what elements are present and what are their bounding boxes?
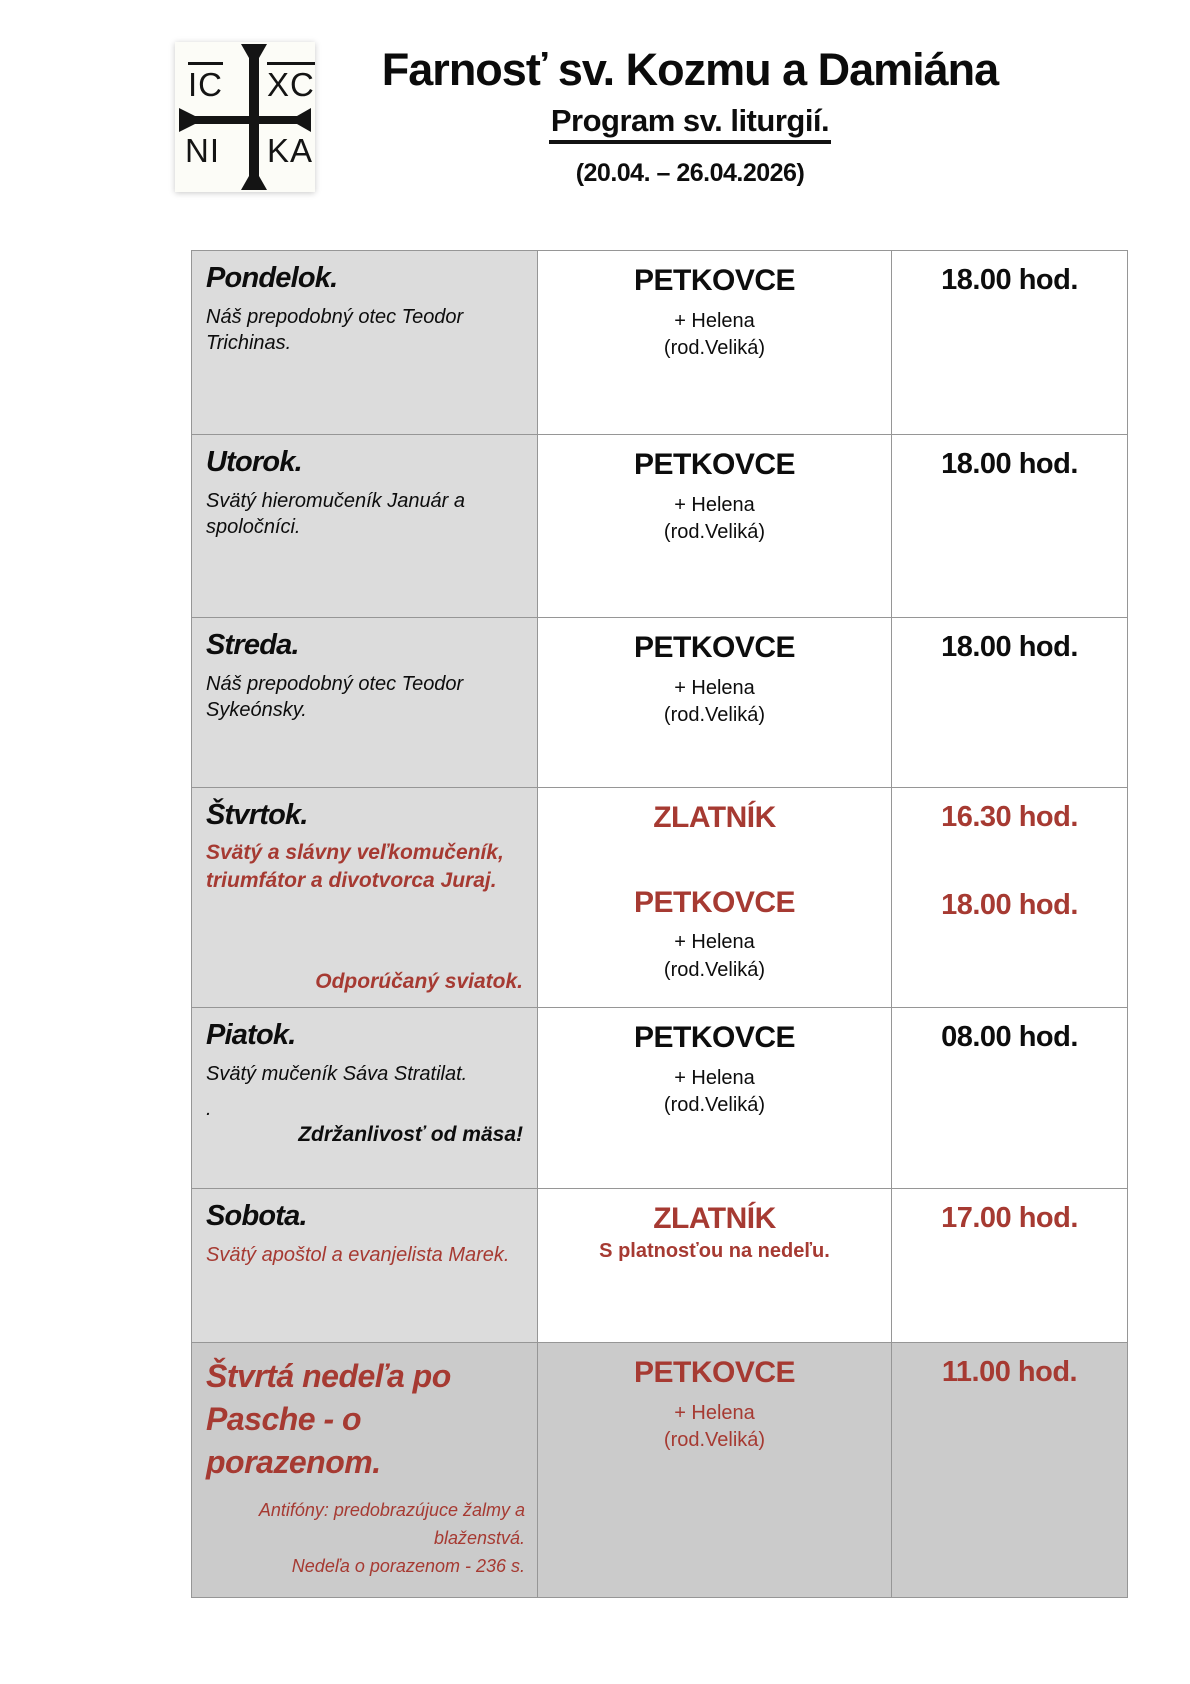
liturgy-time: 08.00 hod.: [941, 1021, 1078, 1053]
place-cell: [538, 1008, 892, 1189]
feast-description: Svätý mučeník Sáva Stratilat.: [206, 1062, 468, 1085]
table-row-sunday: [192, 1343, 1128, 1598]
antiphons-note: Antifóny: predobrazújuce žalmy a blaženstvá. Nedeľa o porazenom - 236 s.: [258, 1500, 525, 1577]
feast-description: Náš prepodobný otec Teodor Trichinas.: [206, 305, 464, 355]
church-name: PETKOVCE: [633, 448, 796, 481]
time-cell: [892, 1008, 1128, 1189]
day-label: Streda.: [206, 629, 299, 661]
time-cell: [892, 1189, 1128, 1343]
church-name: PETKOVCE: [633, 264, 796, 297]
feast-description: Náš prepodobný otec Teodor Sykeónsky.: [206, 672, 464, 722]
liturgy-time: 18.00 hod.: [941, 448, 1078, 480]
place-cell: [538, 618, 892, 788]
day-label: Štvrtok.: [206, 799, 308, 831]
liturgy-time: 16.30 hod.: [941, 801, 1078, 833]
place-cell: [538, 435, 892, 618]
program-subtitle: Program sv. liturgií.: [549, 103, 831, 144]
parish-title: Farnosť sv. Kozmu a Damiána: [381, 44, 999, 95]
liturgy-intention: + Helena (rod.Veliká): [663, 1066, 766, 1117]
feast-description: Svätý apoštol a evanjelista Marek.: [206, 1243, 510, 1266]
church-name: PETKOVCE: [633, 1021, 796, 1054]
place-cell: [538, 1189, 892, 1343]
logo-letter-ic: IC: [188, 66, 223, 104]
fasting-note: Zdržanlivosť od mäsa!: [298, 1123, 523, 1147]
time-cell: [892, 1343, 1128, 1598]
table-row-tuesday: [192, 435, 1128, 618]
day-cell: [192, 435, 538, 618]
feast-description: Svätý a slávny veľkomučeník, triumfátor a divotvorca Juraj.: [206, 840, 504, 892]
liturgy-intention: + Helena (rod.Veliká): [663, 931, 766, 981]
church-name: PETKOVCE: [633, 631, 796, 664]
place-cell: [538, 788, 892, 1008]
week-date-range: (20.04. – 26.04.2026): [575, 159, 805, 187]
day-cell: [192, 1189, 538, 1343]
liturgy-time: 17.00 hod.: [941, 1202, 1078, 1234]
day-cell: [192, 1008, 538, 1189]
liturgy-time: 18.00 hod.: [941, 264, 1078, 296]
church-name: ZLATNÍK: [653, 1202, 776, 1235]
liturgy-intention: + Helena (rod.Veliká): [663, 1401, 766, 1452]
feast-description-extra: .: [206, 1098, 212, 1121]
church-name: PETKOVCE: [633, 885, 796, 919]
table-row-friday: [192, 1008, 1128, 1189]
time-cell: [892, 618, 1128, 788]
day-cell: [192, 618, 538, 788]
church-name: ZLATNÍK: [653, 801, 776, 834]
day-label: Utorok.: [206, 446, 302, 478]
validity-note: S platnosťou na nedeľu.: [599, 1239, 830, 1262]
time-cell: [892, 435, 1128, 618]
logo-letter-ka: KA: [267, 132, 314, 169]
day-cell: [192, 251, 538, 435]
table-row-wednesday: [192, 618, 1128, 788]
day-label: Piatok.: [206, 1019, 296, 1051]
liturgy-intention: + Helena (rod.Veliká): [663, 493, 766, 544]
time-cell: [892, 251, 1128, 435]
table-row-thursday: [192, 788, 1128, 1008]
header: [240, 44, 1140, 188]
day-cell: [192, 788, 538, 1008]
day-label: Sobota.: [206, 1200, 307, 1232]
logo-letter-ni: NI: [185, 132, 220, 169]
place-cell: [538, 251, 892, 435]
liturgy-time: 11.00 hod.: [941, 1356, 1078, 1388]
liturgy-schedule-table: [191, 250, 1128, 1598]
liturgy-intention: + Helena (rod.Veliká): [663, 309, 766, 360]
table-row-monday: [192, 251, 1128, 435]
day-label: Pondelok.: [206, 262, 338, 294]
table-row-saturday: [192, 1189, 1128, 1343]
day-label: Štvrtá nedeľa po Pasche - o porazenom.: [206, 1358, 451, 1481]
logo-reflection: [175, 194, 315, 246]
liturgy-time: 18.00 hod.: [941, 631, 1078, 663]
liturgy-time: 18.00 hod.: [941, 889, 1078, 922]
logo-letter-xc: XC: [267, 66, 315, 104]
time-cell: [892, 788, 1128, 1008]
feast-description: Svätý hieromučeník Január a spoločníci.: [206, 489, 466, 539]
place-cell: [538, 1343, 892, 1598]
feast-note: Odporúčaný sviatok.: [315, 970, 523, 993]
day-cell: [192, 1343, 538, 1598]
liturgy-intention: + Helena (rod.Veliká): [663, 676, 766, 727]
church-name: PETKOVCE: [633, 1356, 796, 1389]
